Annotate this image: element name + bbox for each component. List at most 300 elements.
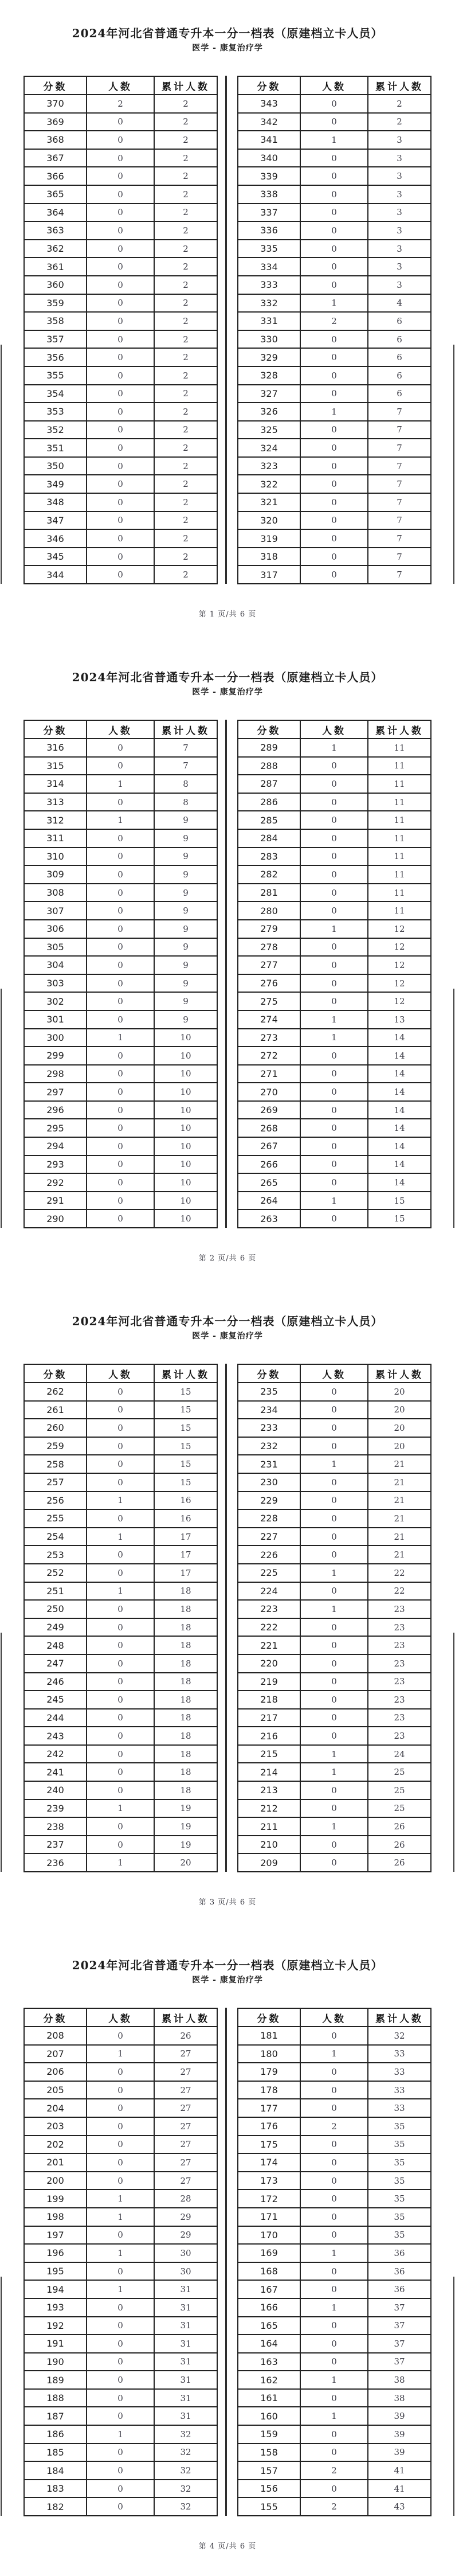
cumulative-cell: 26	[368, 1817, 431, 1836]
table-row	[238, 938, 431, 957]
table-row	[24, 811, 217, 829]
table-row	[24, 276, 217, 294]
cumulative-cell: 27	[154, 2117, 217, 2136]
score-cell: 203	[24, 2117, 87, 2136]
table-row	[238, 2461, 431, 2480]
count-cell: 1	[300, 403, 368, 421]
count-cell: 0	[87, 1709, 154, 1727]
table-row	[24, 475, 217, 493]
count-cell: 0	[300, 2353, 368, 2371]
score-cell: 350	[24, 457, 87, 475]
score-cell: 283	[238, 848, 300, 866]
column-header-score: 分数	[24, 76, 87, 95]
count-cell: 0	[300, 1618, 368, 1637]
cumulative-cell: 22	[368, 1564, 431, 1582]
table-row	[24, 2027, 217, 2045]
table-row	[24, 901, 217, 920]
table-row	[24, 1083, 217, 1101]
count-cell: 1	[300, 1192, 368, 1210]
table-row	[238, 548, 431, 566]
page-subtitle: 医学 - 康复治疗学	[192, 1976, 263, 1985]
count-cell: 0	[87, 276, 154, 294]
count-cell: 0	[87, 421, 154, 439]
count-cell: 0	[87, 529, 154, 548]
table-row	[24, 1401, 217, 1419]
score-cell: 196	[24, 2244, 87, 2262]
page-1	[0, 0, 455, 644]
count-cell: 0	[300, 240, 368, 258]
count-cell: 0	[300, 1047, 368, 1065]
table-row	[24, 739, 217, 757]
count-cell: 0	[87, 1209, 154, 1228]
table-row	[24, 1156, 217, 1174]
count-cell: 0	[87, 2389, 154, 2407]
page-title: 2024年河北省普通专升本一分一档表（原建档立卡人员）	[72, 670, 383, 684]
cumulative-cell: 11	[368, 865, 431, 884]
count-cell: 2	[300, 312, 368, 330]
count-cell: 0	[87, 1673, 154, 1691]
cumulative-cell: 11	[368, 848, 431, 866]
score-cell: 286	[238, 793, 300, 811]
score-cell: 353	[24, 403, 87, 421]
page-title: 2024年河北省普通专升本一分一档表（原建档立卡人员）	[72, 1958, 383, 1972]
score-cell: 222	[238, 1618, 300, 1637]
page-subtitle: 医学 - 康复治疗学	[192, 688, 263, 697]
cumulative-cell: 2	[154, 512, 217, 530]
count-cell: 0	[87, 2063, 154, 2081]
table-row	[238, 2425, 431, 2444]
cumulative-cell: 2	[154, 113, 217, 131]
count-cell: 0	[87, 1047, 154, 1065]
table-row	[238, 974, 431, 993]
score-cell: 299	[24, 1047, 87, 1065]
page-3	[0, 1288, 455, 1932]
cumulative-cell: 27	[154, 2153, 217, 2172]
cumulative-cell: 38	[368, 2371, 431, 2389]
table-row	[238, 2244, 431, 2262]
cumulative-cell: 7	[368, 512, 431, 530]
count-cell: 0	[300, 1545, 368, 1564]
cumulative-cell: 27	[154, 2172, 217, 2190]
count-cell: 1	[87, 1492, 154, 1510]
score-cell: 312	[24, 811, 87, 829]
cumulative-cell: 10	[154, 1083, 217, 1101]
table-row	[24, 167, 217, 185]
cumulative-cell: 33	[368, 2099, 431, 2117]
score-cell: 348	[24, 493, 87, 512]
score-cell: 363	[24, 221, 87, 240]
count-cell: 0	[300, 2153, 368, 2172]
page-2	[0, 644, 455, 1288]
table-row	[24, 1437, 217, 1455]
cumulative-cell: 2	[154, 457, 217, 475]
cumulative-cell: 32	[368, 2027, 431, 2045]
column-header-score: 分数	[238, 2008, 300, 2027]
score-cell: 247	[24, 1654, 87, 1673]
score-cell: 280	[238, 901, 300, 920]
count-cell: 0	[87, 1654, 154, 1673]
count-cell: 0	[300, 1691, 368, 1709]
cumulative-cell: 7	[368, 565, 431, 584]
count-cell: 0	[87, 1137, 154, 1156]
table-row	[238, 2099, 431, 2117]
table-row	[24, 348, 217, 366]
cumulative-cell: 2	[154, 439, 217, 457]
column-header-count: 人数	[300, 720, 368, 739]
count-cell: 0	[300, 204, 368, 222]
left-edge-line	[1, 989, 2, 1228]
score-cell: 339	[238, 167, 300, 185]
cumulative-cell: 7	[368, 403, 431, 421]
score-cell: 311	[24, 829, 87, 848]
score-cell: 163	[238, 2353, 300, 2371]
cumulative-cell: 3	[368, 204, 431, 222]
score-cell: 257	[24, 1473, 87, 1492]
cumulative-cell: 2	[154, 565, 217, 584]
count-cell: 0	[300, 185, 368, 204]
table-row	[24, 312, 217, 330]
page-subtitle: 医学 - 康复治疗学	[192, 44, 263, 53]
table-row	[238, 1119, 431, 1137]
score-cell: 188	[24, 2389, 87, 2407]
table-row	[238, 1817, 431, 1836]
table-row	[238, 1673, 431, 1691]
count-cell: 0	[87, 974, 154, 993]
table-row	[24, 2317, 217, 2335]
cumulative-cell: 37	[368, 2298, 431, 2317]
table-row	[24, 1564, 217, 1582]
table-row	[238, 2045, 431, 2063]
score-cell: 331	[238, 312, 300, 330]
cumulative-cell: 10	[154, 1173, 217, 1192]
count-cell: 0	[300, 529, 368, 548]
count-cell: 0	[300, 2335, 368, 2353]
table-row	[238, 113, 431, 131]
score-cell: 230	[238, 1473, 300, 1492]
count-cell: 0	[300, 1473, 368, 1492]
table-row	[24, 1673, 217, 1691]
score-cell: 275	[238, 992, 300, 1010]
cumulative-cell: 20	[368, 1401, 431, 1419]
score-cell: 370	[24, 95, 87, 113]
table-row	[24, 403, 217, 421]
table-row	[238, 757, 431, 775]
score-cell: 157	[238, 2461, 300, 2480]
count-cell: 0	[300, 221, 368, 240]
table-row	[238, 2389, 431, 2407]
table-row	[24, 2371, 217, 2389]
count-cell: 0	[300, 793, 368, 811]
count-cell: 1	[87, 1029, 154, 1047]
count-cell: 0	[300, 2189, 368, 2208]
cumulative-cell: 9	[154, 992, 217, 1010]
cumulative-cell: 2	[368, 95, 431, 113]
table-row	[24, 1509, 217, 1528]
score-cell: 290	[24, 1209, 87, 1228]
column-divider-line	[225, 720, 227, 1228]
count-cell: 0	[300, 457, 368, 475]
left-edge-line	[1, 2277, 2, 2516]
cumulative-cell: 18	[154, 1781, 217, 1800]
cumulative-cell: 6	[368, 312, 431, 330]
cumulative-cell: 39	[368, 2425, 431, 2444]
table-row	[238, 865, 431, 884]
count-cell: 0	[300, 1065, 368, 1083]
score-cell: 276	[238, 974, 300, 993]
count-cell: 0	[300, 1156, 368, 1174]
score-cell: 356	[24, 348, 87, 366]
score-cell: 185	[24, 2444, 87, 2462]
score-cell: 281	[238, 884, 300, 902]
score-cell: 244	[24, 1709, 87, 1727]
count-cell: 0	[87, 475, 154, 493]
cumulative-cell: 2	[154, 330, 217, 349]
column-header-count: 人数	[87, 1364, 154, 1383]
count-cell: 0	[300, 1836, 368, 1854]
table-row	[238, 1492, 431, 1510]
table-row	[24, 1473, 217, 1492]
table-row	[238, 884, 431, 902]
cumulative-cell: 7	[368, 475, 431, 493]
table-row	[24, 2353, 217, 2371]
header-row	[238, 76, 431, 95]
count-cell: 0	[300, 421, 368, 439]
score-cell: 310	[24, 848, 87, 866]
table-row	[24, 848, 217, 866]
cumulative-cell: 12	[368, 992, 431, 1010]
table-row	[238, 1763, 431, 1781]
column-header-score: 分数	[24, 1364, 87, 1383]
cumulative-cell: 33	[368, 2063, 431, 2081]
score-cell: 366	[24, 167, 87, 185]
score-cell: 174	[238, 2153, 300, 2172]
cumulative-cell: 18	[154, 1673, 217, 1691]
left-edge-line	[1, 345, 2, 584]
score-cell: 367	[24, 149, 87, 167]
score-cell: 171	[238, 2208, 300, 2226]
count-cell: 0	[87, 1010, 154, 1029]
score-cell: 355	[24, 366, 87, 385]
count-cell: 0	[87, 1509, 154, 1528]
score-cell: 179	[238, 2063, 300, 2081]
table-row	[238, 1727, 431, 1745]
cumulative-cell: 13	[368, 1010, 431, 1029]
table-row	[238, 2172, 431, 2190]
count-cell: 0	[300, 1800, 368, 1818]
column-divider-line	[225, 2008, 227, 2516]
cumulative-cell: 3	[368, 167, 431, 185]
table-row	[238, 2444, 431, 2462]
cumulative-cell: 2	[154, 131, 217, 149]
cumulative-cell: 10	[154, 1156, 217, 1174]
score-cell: 242	[24, 1745, 87, 1763]
table-row	[24, 366, 217, 385]
score-cell: 194	[24, 2280, 87, 2298]
score-cell: 288	[238, 757, 300, 775]
score-cell: 217	[238, 1709, 300, 1727]
table-row	[24, 1618, 217, 1637]
table-row	[24, 1853, 217, 1872]
score-cell: 277	[238, 956, 300, 974]
count-cell: 0	[87, 312, 154, 330]
score-cell: 205	[24, 2081, 87, 2099]
score-cell: 191	[24, 2335, 87, 2353]
cumulative-cell: 15	[154, 1419, 217, 1437]
table-row	[238, 1745, 431, 1763]
table-row	[24, 330, 217, 349]
score-cell: 264	[238, 1192, 300, 1210]
count-cell: 0	[87, 1173, 154, 1192]
table-row	[238, 421, 431, 439]
count-cell: 0	[87, 1636, 154, 1654]
cumulative-cell: 37	[368, 2317, 431, 2335]
page-4	[0, 1932, 455, 2576]
score-cell: 193	[24, 2298, 87, 2317]
score-cell: 200	[24, 2172, 87, 2190]
table-row	[238, 240, 431, 258]
count-cell: 0	[300, 1636, 368, 1654]
count-cell: 1	[300, 1763, 368, 1781]
cumulative-cell: 39	[368, 2444, 431, 2462]
count-cell: 0	[87, 1437, 154, 1455]
column-header-count: 人数	[300, 2008, 368, 2027]
cumulative-cell: 10	[154, 1192, 217, 1210]
table-row	[24, 529, 217, 548]
count-cell: 0	[87, 2136, 154, 2154]
score-cell: 213	[238, 1781, 300, 1800]
table-row	[24, 1119, 217, 1137]
score-cell: 162	[238, 2371, 300, 2389]
score-cell: 325	[238, 421, 300, 439]
count-cell: 0	[300, 149, 368, 167]
count-cell: 0	[300, 1654, 368, 1673]
cumulative-cell: 2	[154, 240, 217, 258]
cumulative-cell: 7	[368, 457, 431, 475]
cumulative-cell: 16	[154, 1492, 217, 1510]
cumulative-cell: 7	[368, 529, 431, 548]
table-row	[238, 2407, 431, 2425]
cumulative-cell: 6	[368, 330, 431, 349]
score-cell: 207	[24, 2045, 87, 2063]
table-row	[24, 2208, 217, 2226]
cumulative-cell: 14	[368, 1173, 431, 1192]
header-row	[24, 1364, 217, 1383]
table-row	[24, 1383, 217, 1401]
table-row	[238, 811, 431, 829]
cumulative-cell: 32	[154, 2461, 217, 2480]
count-cell: 0	[87, 2298, 154, 2317]
score-cell: 245	[24, 1691, 87, 1709]
count-cell: 0	[300, 2136, 368, 2154]
cumulative-cell: 2	[154, 493, 217, 512]
count-cell: 2	[300, 2117, 368, 2136]
score-cell: 184	[24, 2461, 87, 2480]
cumulative-cell: 18	[154, 1745, 217, 1763]
count-cell: 1	[300, 1010, 368, 1029]
table-row	[24, 2117, 217, 2136]
table-row	[24, 2480, 217, 2498]
count-cell: 1	[87, 2189, 154, 2208]
table-row	[24, 793, 217, 811]
score-cell: 267	[238, 1137, 300, 1156]
score-cell: 164	[238, 2335, 300, 2353]
score-cell: 165	[238, 2317, 300, 2335]
table-row	[24, 2136, 217, 2154]
cumulative-cell: 21	[368, 1455, 431, 1473]
count-cell: 0	[300, 974, 368, 993]
score-cell: 161	[238, 2389, 300, 2407]
cumulative-cell: 27	[154, 2081, 217, 2099]
score-cell: 210	[238, 1836, 300, 1854]
cumulative-cell: 2	[154, 167, 217, 185]
score-cell: 365	[24, 185, 87, 204]
cumulative-cell: 7	[368, 421, 431, 439]
cumulative-cell: 9	[154, 938, 217, 957]
cumulative-cell: 31	[154, 2280, 217, 2298]
count-cell: 0	[87, 793, 154, 811]
count-cell: 0	[87, 1455, 154, 1473]
score-cell: 285	[238, 811, 300, 829]
cumulative-cell: 15	[154, 1437, 217, 1455]
table-row	[24, 1545, 217, 1564]
cumulative-cell: 7	[154, 757, 217, 775]
table-row	[238, 1691, 431, 1709]
count-cell: 0	[300, 1209, 368, 1228]
table-row	[24, 95, 217, 113]
count-cell: 0	[300, 1853, 368, 1872]
table-row	[238, 2497, 431, 2516]
score-cell: 195	[24, 2262, 87, 2281]
table-row	[238, 1582, 431, 1601]
cumulative-cell: 15	[368, 1209, 431, 1228]
page-footer: 第 1 页/共 6 页	[198, 610, 257, 619]
table-row	[238, 221, 431, 240]
table-row	[24, 1745, 217, 1763]
cumulative-cell: 12	[368, 920, 431, 938]
score-cell: 234	[238, 1401, 300, 1419]
count-cell: 0	[300, 276, 368, 294]
score-cell: 330	[238, 330, 300, 349]
count-cell: 0	[87, 2461, 154, 2480]
table-row	[238, 2280, 431, 2298]
table-row	[238, 366, 431, 385]
cumulative-cell: 3	[368, 185, 431, 204]
score-cell: 208	[24, 2027, 87, 2045]
cumulative-cell: 7	[368, 493, 431, 512]
count-cell: 2	[300, 2461, 368, 2480]
score-cell: 287	[238, 775, 300, 793]
score-cell: 216	[238, 1727, 300, 1745]
cumulative-cell: 27	[154, 2045, 217, 2063]
count-cell: 1	[87, 1853, 154, 1872]
score-cell: 259	[24, 1437, 87, 1455]
cumulative-cell: 35	[368, 2153, 431, 2172]
table-row	[24, 992, 217, 1010]
cumulative-cell: 12	[368, 974, 431, 993]
score-cell: 232	[238, 1437, 300, 1455]
score-cell: 198	[24, 2208, 87, 2226]
score-cell: 295	[24, 1119, 87, 1137]
table-row	[24, 1636, 217, 1654]
score-cell: 155	[238, 2497, 300, 2516]
score-cell: 332	[238, 294, 300, 313]
score-cell: 289	[238, 739, 300, 757]
cumulative-cell: 22	[368, 1582, 431, 1601]
score-cell: 335	[238, 240, 300, 258]
cumulative-cell: 9	[154, 865, 217, 884]
score-cell: 351	[24, 439, 87, 457]
count-cell: 0	[87, 2497, 154, 2516]
